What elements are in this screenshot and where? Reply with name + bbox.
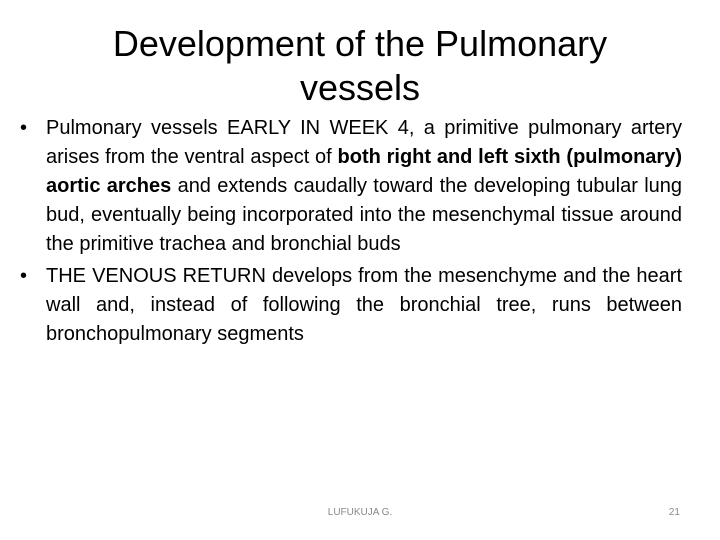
- bullet-marker: •: [20, 117, 28, 139]
- page-number: 21: [668, 507, 680, 518]
- bullet-item: [20, 262, 682, 349]
- bullet-text: Pulmonary vessels EARLY IN WEEK 4, a primitive pulmonary artery arises from the ventral aspect of: [46, 117, 682, 168]
- slide-title: Development of the Pulmonary vessels: [112, 23, 608, 108]
- bullet-item: [20, 114, 682, 259]
- bullet-text: THE VENOUS RETURN develops from the mesenchyme and the heart wall and, instead of following the bronchial tree, runs between bronchopulmonary segments: [46, 265, 682, 345]
- bullet-bold-text: both right and left sixth (pulmonary) aortic arches: [46, 146, 682, 197]
- bullet-marker: •: [20, 265, 28, 287]
- bullet-text: and extends caudally toward the developing tubular lung bud, eventually being incorporated into the mesenchymal tissue around the primitive trachea and bronchial buds: [46, 175, 683, 255]
- footer-author: LUFUKUJA G.: [327, 507, 393, 518]
- bullet-list: [20, 114, 682, 352]
